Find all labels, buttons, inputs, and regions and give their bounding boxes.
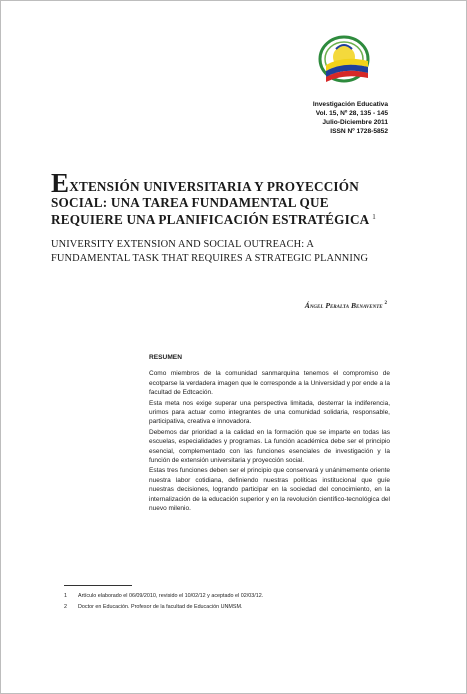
abstract xyxy=(149,353,390,515)
title-footnote-mark: 1 xyxy=(372,213,376,221)
abstract-paragraph: Esta meta nos exige superar una perspectiva limitada, desterrar la indiferencia, urimos para actuar como integrantes de una comunidad solidaria, responsable, participativa, creativa e innovadora. xyxy=(149,399,390,426)
title-dropcap: E xyxy=(51,168,70,198)
author-name: Ángel Peralta Benavente xyxy=(304,301,383,310)
footnote xyxy=(64,602,394,613)
journal-info xyxy=(313,100,388,136)
abstract-paragraph: Debemos dar prioridad a la calidad en la formación que se imparte en todas las escuelas, especialidades y programas. La función académica debe ser el principio esencial, complementado con las funciones esenciales de investigación y la función de extensión universitaria y proyección social. xyxy=(149,428,390,465)
footnote-text: Artículo elaborado el 06/09/2010, revisido el 10/02/12 y aceptado el 02/03/12. xyxy=(78,593,264,599)
footnotes xyxy=(64,591,394,613)
abstract-paragraph: Como miembros de la comunidad sanmarquina tenemos el compromiso de ecotparse la verdadera imagen que le corresponde a la Universidad y por ende a la facultad de Edtcación. xyxy=(149,370,390,397)
journal-date: Julio-Diciembre 2011 xyxy=(322,119,388,126)
footnote-text: Doctor en Educación. Profesor de la facultad de Educación UNMSM. xyxy=(78,604,243,610)
title-english: UNIVERSITY EXTENSION AND SOCIAL OUTREACH: A FUNDAMENTAL TASK THAT REQUIRES A STRATEGIC PLANNING xyxy=(51,239,369,264)
journal-issn: ISSN Nº 1728-5852 xyxy=(330,128,388,135)
journal-volume: Vol. 15, Nº 28, 135 - 145 xyxy=(315,110,388,117)
abstract-paragraph: Estas tres funciones deben ser el principio que conservará y unánimemente oriente nuestra labor cotidiana, definiendo nuestras políticas institucional que guíe nuestras decisiones, logrando participar en la sociedad del conocimiento, en la internalización de la educación superior y en la revolución científico-tecnológica del nuevo milenio. xyxy=(149,467,390,513)
footnote-number: 1 xyxy=(64,593,67,599)
journal-logo xyxy=(314,31,376,91)
journal-name: Investigación Educativa xyxy=(312,101,388,108)
footnote-divider xyxy=(64,585,132,586)
author xyxy=(305,301,387,310)
footnote xyxy=(64,591,394,602)
author-footnote-mark: 2 xyxy=(384,301,387,306)
abstract-heading: RESUMEN xyxy=(149,354,182,361)
footnote-number: 2 xyxy=(64,604,67,610)
title-spanish-text: XTENSIÓN UNIVERSITARIA Y PROYECCIÓN SOCIAL: UNA TAREA FUNDAMENTAL QUE REQUIERE UNA PLANIFICACIÓN ESTRATÉGICA xyxy=(51,179,369,227)
title-spanish xyxy=(51,168,381,228)
